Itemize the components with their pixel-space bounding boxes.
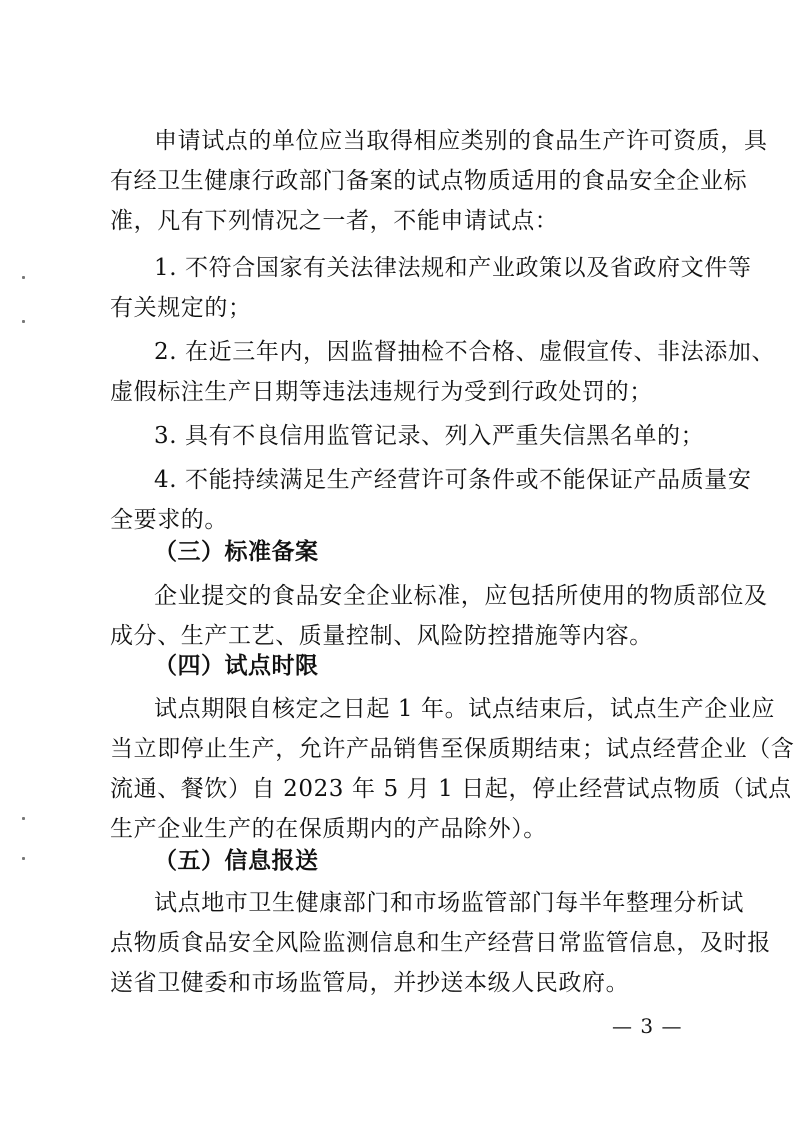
scan-speck bbox=[22, 857, 25, 860]
list-item-line: 2. 在近三年内，因监督抽检不合格、虚假宣传、非法添加、 bbox=[154, 339, 776, 365]
paragraph-line: 成分、生产工艺、质量控制、风险防控措施等内容。 bbox=[110, 623, 653, 649]
page-number: — 3 — bbox=[612, 1014, 683, 1038]
paragraph-line: 有经卫生健康行政部门备案的试点物质适用的食品安全企业标 bbox=[110, 168, 748, 194]
paragraph-line: 试点期限自核定之日起 1 年。试点结束后，试点生产企业应 bbox=[154, 696, 776, 722]
list-item-line: 1. 不符合国家有关法律法规和产业政策以及省政府文件等 bbox=[154, 255, 752, 281]
scan-speck bbox=[22, 276, 25, 279]
list-item-line: 4. 不能持续满足生产经营许可条件或不能保证产品质量安 bbox=[154, 467, 752, 493]
paragraph-line: 流通、餐饮）自 2023 年 5 月 1 日起，停止经营试点物质（试点 bbox=[110, 776, 792, 802]
section-heading: （三）标准备案 bbox=[154, 538, 319, 565]
paragraph-line: 准，凡有下列情况之一者，不能申请试点： bbox=[110, 208, 559, 234]
list-item-line: 3. 具有不良信用监管记录、列入严重失信黑名单的； bbox=[154, 423, 705, 449]
list-item-line: 全要求的。 bbox=[110, 507, 228, 533]
paragraph-line: 企业提交的食品安全企业标准，应包括所使用的物质部位及 bbox=[154, 583, 768, 609]
section-heading: （五）信息报送 bbox=[154, 847, 319, 874]
scan-speck bbox=[22, 320, 25, 323]
list-item-line: 虚假标注生产日期等违法违规行为受到行政处罚的； bbox=[110, 379, 653, 405]
paragraph-line: 生产企业生产的在保质期内的产品除外）。 bbox=[110, 816, 547, 842]
scan-speck bbox=[22, 817, 25, 820]
section-heading: （四）试点时限 bbox=[154, 652, 319, 679]
paragraph-line: 当立即停止生产，允许产品销售至保质期结束；试点经营企业（含 bbox=[110, 736, 795, 762]
paragraph-line: 试点地市卫生健康部门和市场监管部门每半年整理分析试 bbox=[154, 890, 744, 916]
list-item-line: 有关规定的； bbox=[110, 295, 252, 321]
paragraph-line: 申请试点的单位应当取得相应类别的食品生产许可资质，具 bbox=[154, 128, 768, 154]
paragraph-line: 点物质食品安全风险监测信息和生产经营日常监管信息，及时报 bbox=[110, 930, 771, 956]
paragraph-line: 送省卫健委和市场监管局，并抄送本级人民政府。 bbox=[110, 970, 630, 996]
